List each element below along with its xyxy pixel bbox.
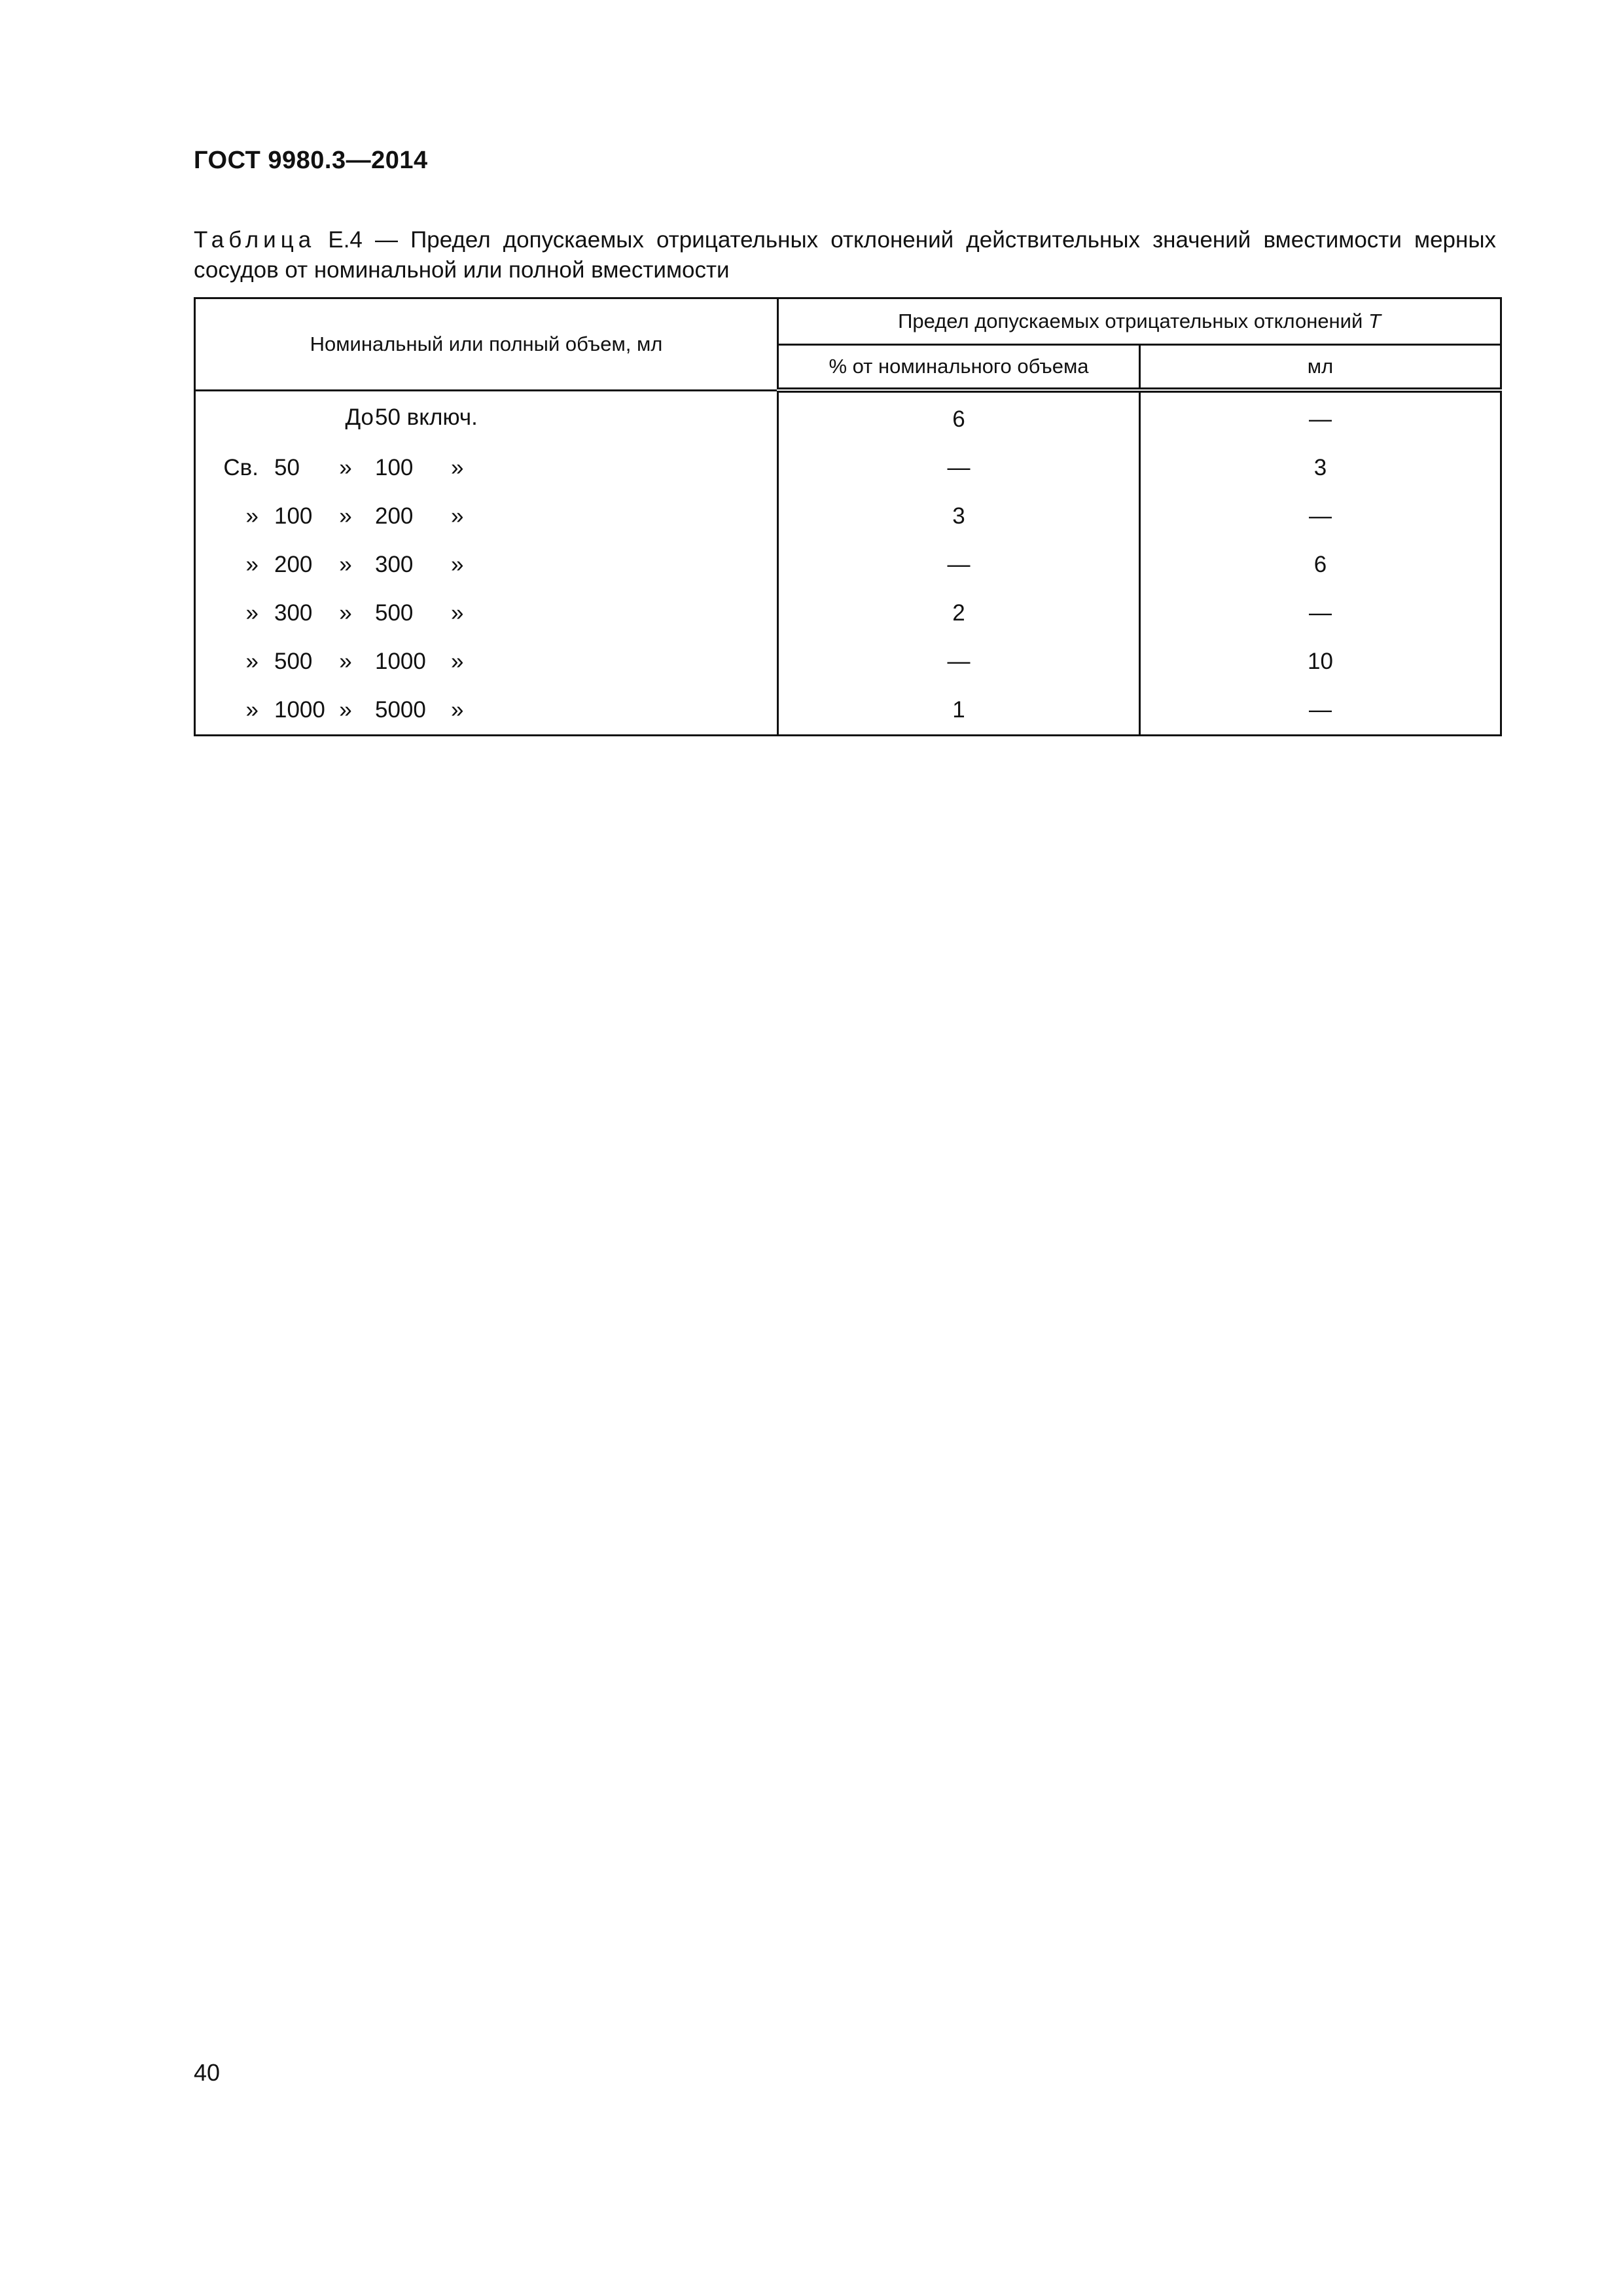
ml-cell: 6 [1140,541,1501,589]
deviation-table [194,297,1502,736]
header-deviation-group [778,298,1501,345]
percent-cell: — [778,444,1140,492]
caption-prefix: Таблица [194,227,316,253]
range-to: 5000 [375,697,426,723]
table-row [195,492,1501,541]
percent-cell: 2 [778,589,1140,637]
range-prefix: » [245,503,259,529]
percent-cell: — [778,637,1140,686]
header-ml: мл [1140,345,1501,391]
range-to: 300 [375,552,414,577]
volume-range-cell [195,589,778,637]
range-separator: » [339,552,352,577]
ml-cell: — [1140,589,1501,637]
percent-cell: 6 [778,390,1140,444]
range-prefix: Св. [223,455,259,480]
range-separator: » [339,697,352,723]
table-row [195,541,1501,589]
range-tail: » [451,600,464,626]
range-to: 100 [375,455,414,480]
table-row [195,589,1501,637]
range-prefix: » [245,600,259,626]
range-tail: » [451,503,464,529]
ml-cell: 10 [1140,637,1501,686]
range-to: 500 [375,600,414,626]
range-to: 50 включ. [375,404,478,430]
table-row [195,637,1501,686]
range-separator: » [339,455,352,480]
percent-cell: — [778,541,1140,589]
range-from: 100 [274,503,313,529]
table-row [195,686,1501,736]
volume-range-cell [195,492,778,541]
range-from: 50 [274,455,300,480]
table-caption [194,225,1496,285]
range-separator: » [339,503,352,529]
range-to: 1000 [375,649,426,674]
percent-cell: 1 [778,686,1140,736]
ml-cell: — [1140,492,1501,541]
range-tail: » [451,552,464,577]
range-to: 200 [375,503,414,529]
header-volume: Номинальный или полный объем, мл [195,298,778,391]
header-percent: % от номинального объема [778,345,1140,391]
range-from: 500 [274,649,313,674]
range-separator: » [339,600,352,626]
volume-range-cell [195,390,778,444]
ml-cell: — [1140,686,1501,736]
range-tail: » [451,697,464,723]
document-header: ГОСТ 9980.3—2014 [194,147,428,174]
range-separator: » [339,649,352,674]
range-prefix: » [245,649,259,674]
header-deviation-text: Предел допускаемых отрицательных отклонений [898,310,1368,332]
volume-range-cell [195,686,778,736]
page-number: 40 [194,2059,221,2086]
range-from: 200 [274,552,313,577]
volume-range-cell [195,444,778,492]
range-tail: » [451,455,464,480]
percent-cell: 3 [778,492,1140,541]
header-deviation-symbol: T [1368,310,1381,332]
range-from: 300 [274,600,313,626]
caption-text: Е.4 — Предел допускаемых отрицательных отклонений действительных значений вместимости мерных сосудов от номинальной или полной вместимости [194,227,1496,283]
range-prefix: » [245,552,259,577]
range-from: 1000 [274,697,325,723]
range-to-prefix: До [345,404,374,430]
range-tail: » [451,649,464,674]
volume-range-cell [195,541,778,589]
table-row [195,444,1501,492]
table-row [195,390,1501,444]
range-prefix: » [245,697,259,723]
ml-cell: 3 [1140,444,1501,492]
ml-cell: — [1140,390,1501,444]
volume-range-cell [195,637,778,686]
